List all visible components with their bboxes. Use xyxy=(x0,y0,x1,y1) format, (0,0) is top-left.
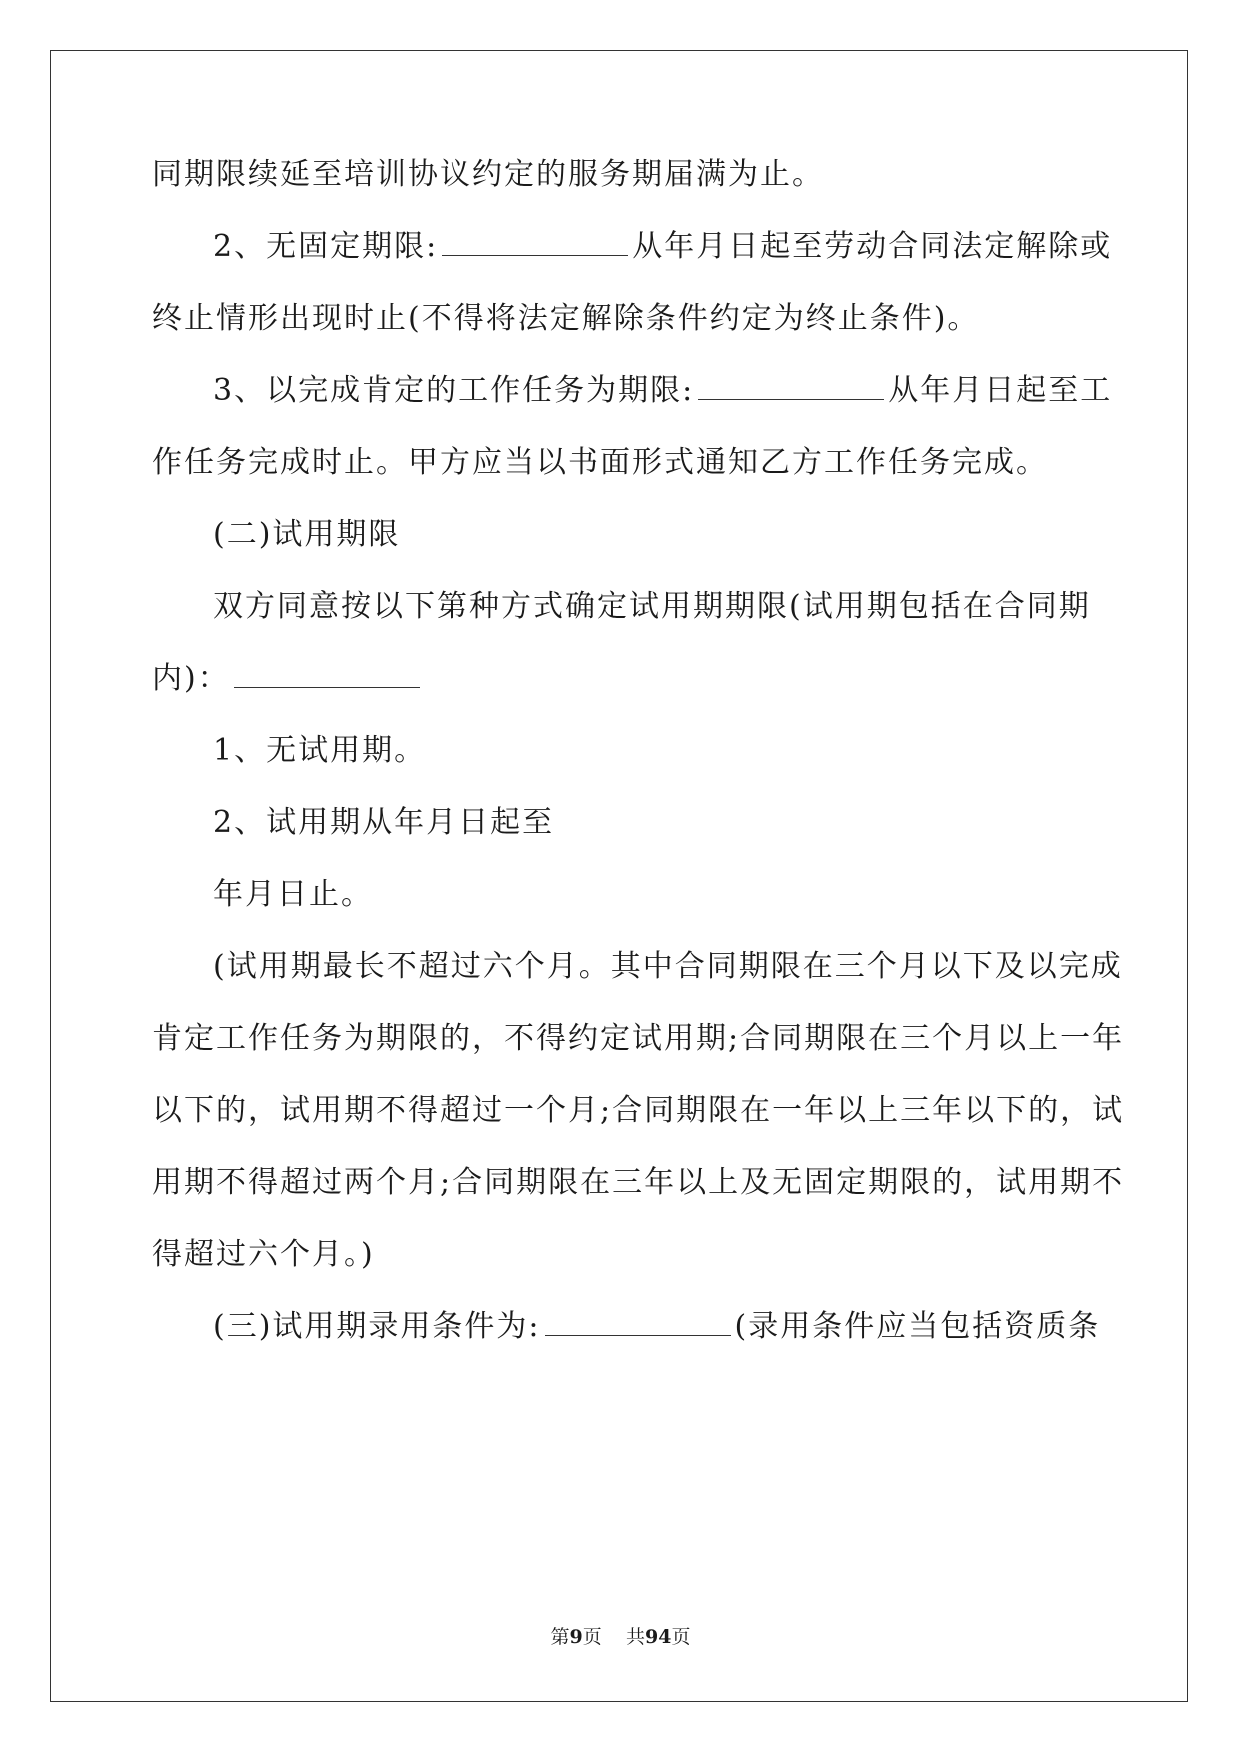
page-number: 9 xyxy=(569,1626,583,1648)
total-pages: 94 xyxy=(644,1626,672,1648)
fill-blank xyxy=(545,1309,731,1336)
footer-prefix: 第 xyxy=(550,1626,570,1648)
section-heading: (二)试用期限 xyxy=(213,517,401,552)
footer-page-unit: 页 xyxy=(582,1626,602,1648)
text-line: 终止情形出现时止(不得将法定解除条件约定为终止条件)。 xyxy=(152,301,980,336)
footer-total-unit: 页 xyxy=(671,1626,691,1648)
text-line: 用期不得超过两个月;合同期限在三年以上及无固定期限的，试用期不 xyxy=(152,1165,1125,1200)
footer-total-prefix: 共 xyxy=(625,1626,645,1648)
text-line: 以下的，试用期不得超过一个月;合同期限在一年以上三年以下的，试 xyxy=(152,1093,1125,1128)
section-heading: (三)试用期录用条件为: (录用条件应当包括资质条 xyxy=(213,1309,1101,1344)
text-line: 双方同意按以下第种方式确定试用期期限(试用期包括在合同期 xyxy=(213,589,1091,624)
text-line: 1、无试用期。 xyxy=(213,733,427,768)
text-line: 年月日止。 xyxy=(213,877,373,912)
text-line: 内)： xyxy=(152,659,424,699)
fill-blank xyxy=(698,373,884,400)
text-line: 2、试用期从年月日起至 xyxy=(213,805,555,840)
text-line: 作任务完成时止。甲方应当以书面形式通知乙方工作任务完成。 xyxy=(152,445,1048,480)
page-footer xyxy=(0,1625,1241,1649)
text-line: 3、以完成肯定的工作任务为期限: 从年月日起至工 xyxy=(213,373,1113,408)
fill-blank xyxy=(234,661,420,688)
text-line: 肯定工作任务为期限的，不得约定试用期;合同期限在三个月以上一年 xyxy=(152,1021,1125,1056)
text-line: 同期限续延至培训协议约定的服务期届满为止。 xyxy=(152,157,824,192)
text-line: 2、无固定期限: 从年月日起至劳动合同法定解除或 xyxy=(213,229,1113,264)
text-line: 得超过六个月。) xyxy=(152,1237,375,1272)
text-line: (试用期最长不超过六个月。其中合同期限在三个月以下及以完成 xyxy=(213,949,1123,984)
fill-blank xyxy=(442,229,628,256)
